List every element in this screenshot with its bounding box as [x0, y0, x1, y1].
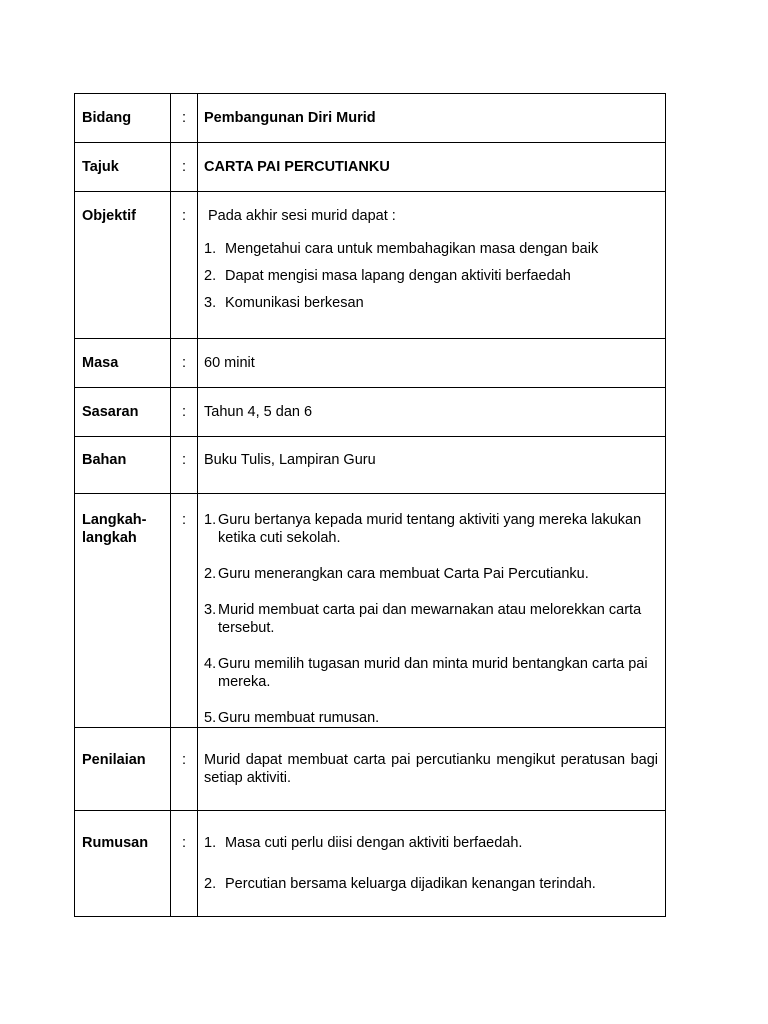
row-objektif	[75, 192, 666, 339]
list-item	[204, 565, 658, 583]
list-number: 1.	[204, 512, 217, 528]
colon-separator: :	[181, 355, 187, 371]
value-bidang: Pembangunan Diri Murid	[204, 110, 376, 126]
list-number: 2.	[204, 268, 217, 284]
label-penilaian: Penilaian	[82, 752, 146, 768]
list-item	[204, 511, 658, 547]
value-penilaian: Murid dapat membuat carta pai percutianku mengikut peratusan bagi setiap aktiviti.	[204, 752, 658, 786]
value-masa: 60 minit	[204, 355, 255, 371]
list-text: Komunikasi berkesan	[225, 295, 364, 311]
list-item	[204, 655, 658, 691]
label-masa: Masa	[82, 355, 119, 371]
list-number: 2.	[204, 566, 217, 582]
value-langkah-langkah	[198, 494, 665, 727]
list-text: Guru memilih tugasan murid dan minta murid bentangkan carta pai mereka.	[218, 656, 648, 690]
list-text: Mengetahui cara untuk membahagikan masa dengan baik	[225, 241, 599, 257]
colon-separator: :	[181, 452, 187, 468]
objektif-intro: Pada akhir sesi murid dapat :	[208, 208, 396, 224]
list-item	[204, 601, 658, 637]
colon-separator: :	[181, 110, 187, 126]
list-text: Masa cuti perlu diisi dengan aktiviti berfaedah.	[225, 835, 523, 851]
value-rumusan	[198, 811, 665, 893]
value-tajuk: CARTA PAI PERCUTIANKU	[204, 159, 390, 175]
list-text: Guru membuat rumusan.	[218, 710, 380, 726]
list-text: Percutian bersama keluarga dijadikan kenangan terindah.	[225, 876, 596, 892]
list-item	[204, 240, 658, 258]
value-objektif	[198, 192, 665, 312]
label-tajuk: Tajuk	[82, 159, 119, 175]
list-text: Murid membuat carta pai dan mewarnakan atau melorekkan carta tersebut.	[218, 602, 642, 636]
value-sasaran: Tahun 4, 5 dan 6	[204, 404, 313, 420]
colon-separator: :	[181, 835, 187, 851]
list-number: 2.	[204, 876, 217, 892]
colon-separator: :	[181, 752, 187, 768]
colon-separator: :	[181, 404, 187, 420]
label-objektif: Objektif	[82, 208, 136, 224]
list-text: Dapat mengisi masa lapang dengan aktiviti berfaedah	[225, 268, 571, 284]
list-item	[204, 875, 658, 893]
list-item	[204, 267, 658, 285]
list-text: Guru bertanya kepada murid tentang aktiviti yang mereka lakukan ketika cuti sekolah.	[218, 512, 642, 546]
label-bahan: Bahan	[82, 452, 127, 468]
list-number: 1.	[204, 241, 217, 257]
label-rumusan: Rumusan	[82, 835, 149, 851]
row-bidang	[75, 94, 666, 143]
row-langkah-langkah	[75, 494, 666, 728]
label-bidang: Bidang	[82, 110, 132, 126]
row-masa	[75, 339, 666, 388]
row-sasaran	[75, 388, 666, 437]
row-bahan	[75, 437, 666, 494]
label-sasaran: Sasaran	[82, 404, 139, 420]
label-langkah-langkah: Langkah-langkah	[82, 512, 147, 546]
list-number: 4.	[204, 656, 217, 672]
list-number: 3.	[204, 602, 217, 618]
list-text: Guru menerangkan cara membuat Carta Pai Percutianku.	[218, 566, 589, 582]
list-item	[204, 294, 658, 312]
list-number: 3.	[204, 295, 217, 311]
row-penilaian	[75, 728, 666, 811]
value-bahan: Buku Tulis, Lampiran Guru	[204, 452, 376, 468]
list-item	[204, 709, 658, 727]
lesson-plan-table	[74, 93, 666, 917]
list-number: 1.	[204, 835, 217, 851]
colon-separator: :	[181, 208, 187, 224]
list-item	[204, 834, 658, 852]
colon-separator: :	[181, 512, 187, 528]
row-rumusan	[75, 811, 666, 917]
list-number: 5.	[204, 710, 217, 726]
row-tajuk	[75, 143, 666, 192]
colon-separator: :	[181, 159, 187, 175]
